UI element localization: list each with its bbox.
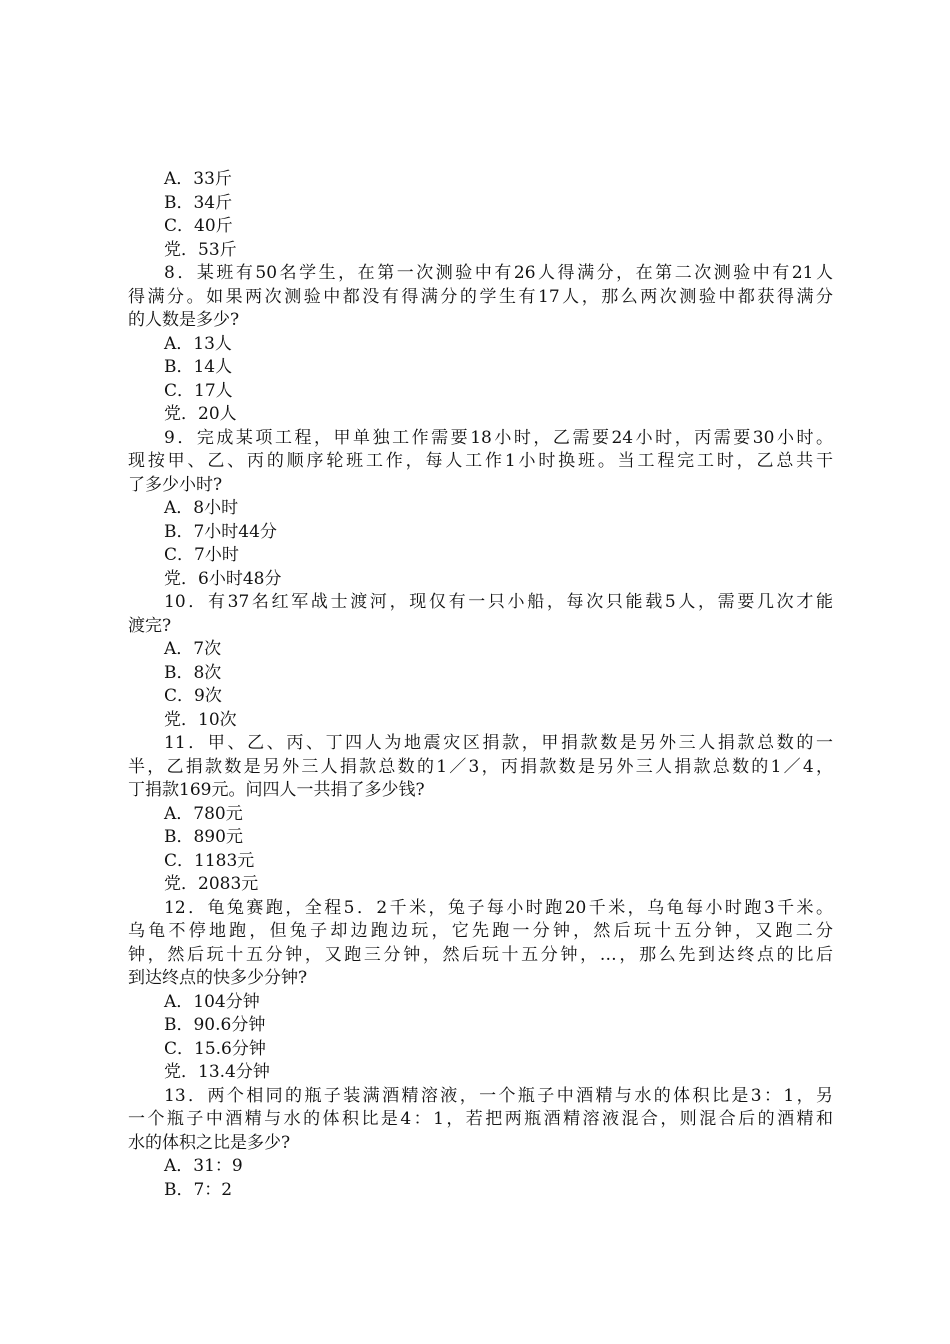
option-a: A．31：9 (164, 1156, 243, 1176)
option-a: A．8小时 (164, 498, 239, 518)
option-b: B．8次 (164, 662, 222, 683)
option-b: B．14人 (164, 357, 233, 377)
question-text-line: 8．某班有50名学生，在第一次测验中有26人得满分，在第二次测验中有21人 (164, 263, 833, 283)
question-13 (128, 1085, 833, 1203)
option-b: B．7小时44分 (164, 521, 277, 542)
question-text-line: 渡完? (128, 615, 172, 636)
option-b: B．890元 (164, 827, 243, 847)
option-a: A．33斤 (164, 169, 232, 189)
option-c: C．1183元 (164, 850, 255, 871)
option-d: 党．53斤 (164, 239, 237, 260)
option-c: C．15.6分钟 (164, 1038, 266, 1059)
question-text-line: 11．甲、乙、丙、丁四人为地震灾区捐款，甲捐款数是另外三人捐款总数的一 (164, 733, 833, 753)
question-text-line: 13．两个相同的瓶子装满酒精溶液，一个瓶子中酒精与水的体积比是3：1，另 (164, 1085, 833, 1106)
question-text-line: 半，乙捐款数是另外三人捐款总数的1／3，丙捐款数是另外三人捐款总数的1／4， (128, 756, 833, 777)
question-text-line: 丁捐款169元。问四人一共捐了多少钱? (128, 780, 425, 800)
question-9 (128, 427, 833, 592)
question-list (128, 168, 833, 1202)
option-d: 党．13.4分钟 (164, 1062, 270, 1082)
question-text-line: 一个瓶子中酒精与水的体积比是4：1，若把两瓶酒精溶液混合，则混合后的酒精和 (128, 1109, 833, 1129)
option-a: A．7次 (164, 639, 222, 659)
question-text-line: 钟，然后玩十五分钟，又跑三分钟，然后玩十五分钟，…，那么先到达终点的比后 (128, 944, 833, 965)
option-c: C．40斤 (164, 216, 233, 236)
question-10 (128, 591, 833, 732)
option-b: B．90.6分钟 (164, 1015, 266, 1035)
question-text-line: 的人数是多少? (128, 310, 240, 330)
question-text-line: 现按甲、乙、丙的顺序轮班工作，每人工作1小时换班。当工程完工时，乙总共干 (128, 451, 833, 471)
option-d: 党．2083元 (164, 874, 259, 894)
option-c: C．7小时 (164, 545, 239, 565)
question-text-line: 到达终点的快多少分钟? (128, 968, 308, 988)
question-text-line: 水的体积之比是多少? (128, 1132, 291, 1153)
option-b: B．7：2 (164, 1179, 233, 1200)
question-11 (128, 732, 833, 897)
option-a: A．13人 (164, 333, 232, 354)
question-text-line: 10．有37名红军战士渡河，现仅有一只小船，每次只能载5人，需要几次才能 (164, 592, 834, 612)
option-d: 党．6小时48分 (164, 568, 282, 589)
question-text-line: 得满分。如果两次测验中都没有得满分的学生有17人，那么两次测验中都获得满分 (128, 286, 833, 307)
option-d: 党．20人 (164, 404, 237, 424)
option-a: A．104分钟 (164, 991, 260, 1012)
question-text-line: 9．完成某项工程，甲单独工作需要18小时，乙需要24小时，丙需要30小时。 (164, 427, 833, 448)
question-text-line: 乌龟不停地跑，但兔子却边跑边玩，它先跑一分钟，然后玩十五分钟，又跑二分 (128, 921, 833, 941)
option-c: C．17人 (164, 380, 233, 401)
option-b: B．34斤 (164, 192, 233, 213)
question-7-options (128, 168, 833, 262)
option-c: C．9次 (164, 686, 222, 706)
question-12 (128, 897, 833, 1085)
question-text-line: 了多少小时? (128, 474, 223, 495)
option-d: 党．10次 (164, 709, 237, 730)
question-8 (128, 262, 833, 427)
question-text-line: 12．龟兔赛跑，全程5．2千米，兔子每小时跑20千米，乌龟每小时跑3千米。 (164, 897, 833, 918)
option-a: A．780元 (164, 803, 243, 824)
